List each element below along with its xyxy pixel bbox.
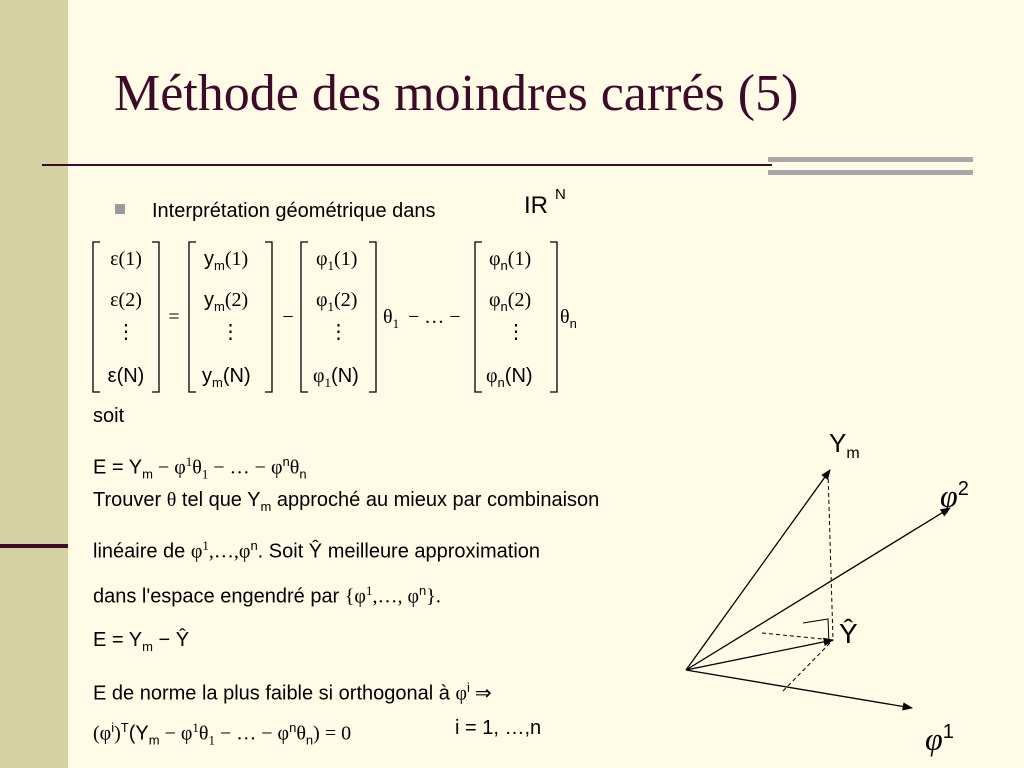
matrix-y-n: $y_m(N)$ (202, 365, 251, 390)
projection-dashes (762, 472, 833, 691)
matrix-phin-dots: ⋮ (506, 321, 526, 343)
line-norme: E de norme la plus faible si orthogonal à $\varphi^i$ ⇒ (93, 680, 492, 705)
matrix-theta1: $\theta_1$ (383, 306, 400, 331)
right-angle-mark (803, 619, 829, 644)
vector-phi1 (686, 670, 912, 708)
matrix-equals-sign: = (168, 306, 180, 328)
matrix-y-dots: ⋮ (220, 321, 241, 343)
space-symbol: IR (524, 192, 548, 219)
index-range: i = 1, …,n (455, 717, 542, 739)
slide-title: Méthode des moindres carrés (5) (114, 65, 799, 122)
equation-orthogonality: $(\varphi^i)^T(Y_m - \varphi^1\theta_1$ − … − $\varphi^n\theta_n) = 0$ (93, 720, 352, 748)
matrix-ellipsis: − … − (408, 306, 461, 328)
vector-ym (686, 470, 830, 670)
matrix-phin-2: $\varphi_n(2)$ (489, 289, 532, 314)
matrix-y-2: $y_m(2)$ (204, 289, 249, 314)
line-trouver: Trouver θ tel que $Y_m$ approché au mieux par combinaison (93, 489, 600, 514)
matrix-eps-n: ε(N) (107, 365, 145, 387)
label-phi2: $\varphi^2$ (940, 477, 969, 514)
matrix-eps-2: ε(2) (110, 289, 142, 311)
line-soit: soit (93, 405, 125, 427)
label-ym: $Y_m$ (829, 428, 860, 463)
matrix-eps-dots: ⋮ (116, 321, 136, 343)
label-yhat: Ŷ (839, 618, 858, 649)
matrix-minus-sign: − (282, 306, 294, 328)
equation-e-definition: $E = Y_m - \varphi^1\theta_1$ − … − $\varphi^n\theta_n$ (93, 454, 307, 482)
line-espace: dans l'espace engendré par {$\varphi^1,\dots$, $\varphi^n$}. (93, 583, 441, 608)
matrix-phin-1: $\varphi_n(1)$ (489, 248, 532, 273)
vector-yhat (686, 640, 833, 670)
matrix-phi1-n: $\varphi_1(N)$ (313, 365, 359, 390)
matrix-phi1-1: $\varphi_1(1)$ (316, 248, 358, 273)
matrix-phin-n: $\varphi_n(N)$ (486, 365, 533, 390)
line-lineaire: linéaire de $\varphi^1,\dots,\varphi^n$. Soit Ŷ meilleure approximation (93, 538, 541, 563)
vector-phi2 (686, 508, 950, 670)
matrix-y-1: $y_m(1)$ (204, 248, 249, 273)
bullet-text: Interprétation géométrique dans (152, 200, 436, 222)
matrix-phi1-dots: ⋮ (328, 321, 349, 343)
space-exponent: N (555, 186, 566, 203)
equation-e-residual: $E = Y_m$ − Ŷ (93, 629, 190, 654)
matrix-eps-1: ε(1) (110, 248, 142, 270)
matrix-phi1-2: $\varphi_1(2)$ (316, 289, 358, 314)
matrix-thetan: $\theta_n$ (560, 306, 577, 331)
label-phi1: $\varphi^1$ (925, 720, 954, 757)
